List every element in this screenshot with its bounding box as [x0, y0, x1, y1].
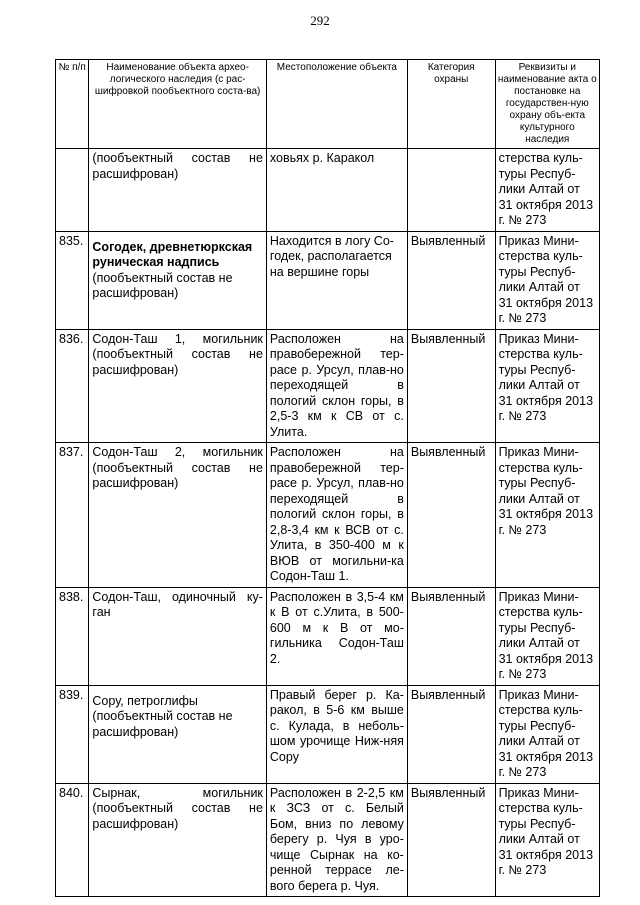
cell-location: ховьях р. Каракол: [266, 149, 407, 232]
cell-category: Выявленный: [407, 783, 495, 897]
page-number: 292: [310, 13, 330, 28]
cell-name: [89, 231, 267, 329]
object-name: Сору, петроглифы: [92, 693, 198, 708]
cell-num: 837.: [56, 443, 89, 588]
cell-num: 835.: [56, 231, 89, 329]
cell-num: [56, 149, 89, 232]
cell-name: [89, 685, 267, 783]
header-location: Местоположение объекта: [266, 60, 407, 149]
table-row: [56, 231, 600, 329]
cell-requisites: Приказ Мини-стерства куль-туры Респуб-лики Алтай от 31 октября 2013 г. № 273: [495, 587, 599, 685]
heritage-table: [55, 59, 600, 897]
cell-requisites: Приказ Мини-стерства куль-туры Респуб-лики Алтай от 31 октября 2013 г. № 273: [495, 783, 599, 897]
object-composition: (пообъектный состав не расшифрован): [92, 270, 233, 300]
cell-requisites: Приказ Мини-стерства куль-туры Респуб-лики Алтай от 31 октября 2013 г. № 273: [495, 685, 599, 783]
header-requisites: Реквизиты и наименование акта о постановке на государствен-ную охрану объ-екта культурного наследия: [495, 60, 599, 149]
cell-num: 838.: [56, 587, 89, 685]
table-row: [56, 149, 600, 232]
cell-category: Выявленный: [407, 685, 495, 783]
cell-category: Выявленный: [407, 443, 495, 588]
cell-location: Расположен в 2-2,5 км к ЗСЗ от с. Белый Бом, вниз по левому берегу р. Чуя в уро-чище Сырнак на ко-ренной террасе ле-вого берега р. Чуя.: [266, 783, 407, 897]
cell-location: Правый берег р. Ка-ракол, в 5-6 км выше с. Кулада, в неболь-шом урочище Ниж-няя Сору: [266, 685, 407, 783]
object-composition: (пообъектный состав не расшифрован): [92, 709, 233, 739]
cell-requisites: Приказ Мини-стерства куль-туры Респуб-лики Алтай от 31 октября 2013 г. № 273: [495, 329, 599, 443]
cell-num: 836.: [56, 329, 89, 443]
cell-requisites: стерства куль-туры Респуб-лики Алтай от 31 октября 2013 г. № 273: [495, 149, 599, 232]
cell-name: (пообъектный состав не расшифрован): [89, 149, 267, 232]
cell-category: Выявленный: [407, 587, 495, 685]
table-row: [56, 685, 600, 783]
table-row: [56, 443, 600, 588]
cell-requisites: Приказ Мини-стерства куль-туры Респуб-лики Алтай от 31 октября 2013 г. № 273: [495, 443, 599, 588]
cell-num: 840.: [56, 783, 89, 897]
cell-location: Расположен на правобережной тер-расе р. Урсул, плав-но переходящей в пологий склон горы, в 2,8-3,4 км к ВСВ от с. Улита, в 350-400 м к ВЮВ от могильни-ка Содон-Таш 1.: [266, 443, 407, 588]
cell-category: Выявленный: [407, 231, 495, 329]
cell-num: 839.: [56, 685, 89, 783]
cell-name: Содон-Таш 1, могильник (пообъектный состав не расшифрован): [89, 329, 267, 443]
cell-name: Сырнак, могильник (пообъектный состав не расшифрован): [89, 783, 267, 897]
cell-category: [407, 149, 495, 232]
table-row: [56, 587, 600, 685]
object-name: Согодек, древнетюркская руническая надпись: [92, 239, 253, 269]
cell-location: Расположен в 3,5-4 км к В от с.Улита, в 500-600 м к В от мо-гильника Содон-Таш 2.: [266, 587, 407, 685]
cell-name: Содон-Таш, одиночный ку-ган: [89, 587, 267, 685]
cell-location: Расположен на правобережной тер-расе р. Урсул, плав-но переходящей в пологий склон горы, в 2,5-3 км к СВ от с. Улита.: [266, 329, 407, 443]
cell-name: Содон-Таш 2, могильник (пообъектный состав не расшифрован): [89, 443, 267, 588]
header-num: № п/п: [56, 60, 89, 149]
header-name: Наименование объекта архео-логического наследия (с рас-шифровкой пообъектного соста-ва): [89, 60, 267, 149]
cell-location: Находится в логу Со-годек, располагается на вершине горы: [266, 231, 407, 329]
header-category: Категория охраны: [407, 60, 495, 149]
cell-requisites: Приказ Мини-стерства куль-туры Респуб-лики Алтай от 31 октября 2013 г. № 273: [495, 231, 599, 329]
table-row: [56, 783, 600, 897]
table-header-row: [56, 60, 600, 149]
cell-category: Выявленный: [407, 329, 495, 443]
table-row: [56, 329, 600, 443]
